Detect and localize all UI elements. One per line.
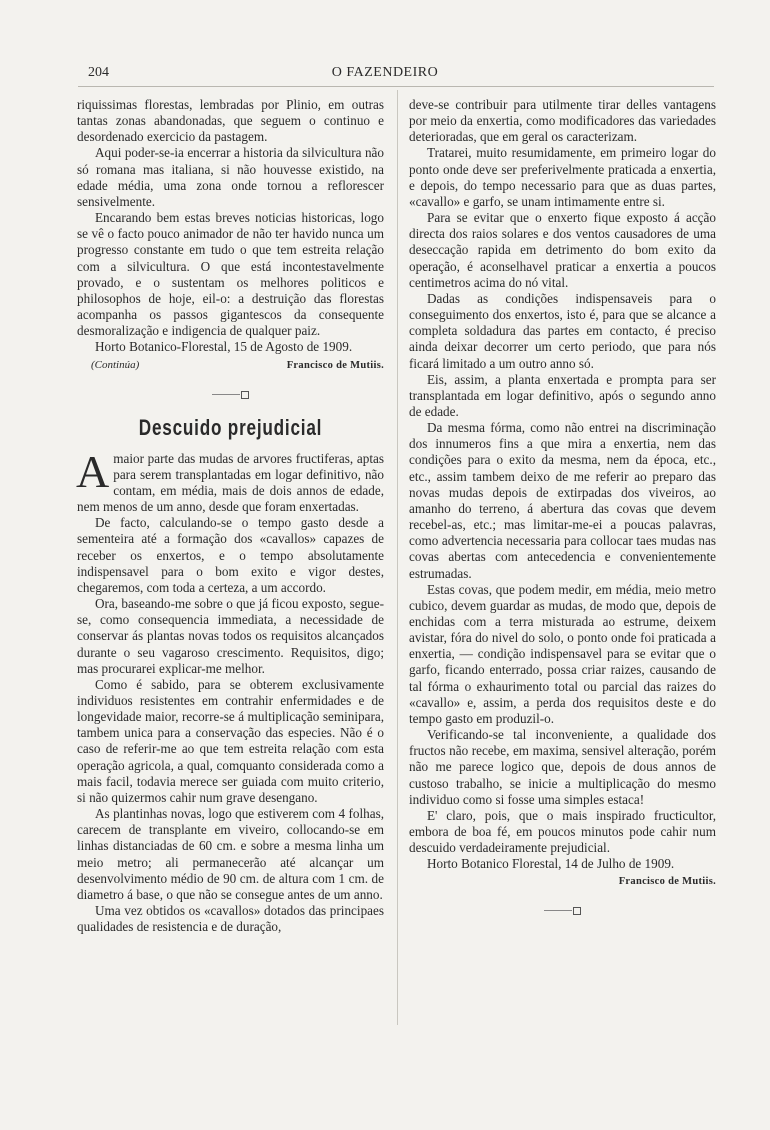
- closing-row: [77, 357, 384, 374]
- section-ornament: [409, 907, 716, 915]
- paragraph: Encarando bem estas breves noticias historicas, logo se vê o facto pouco animador de não ter havido nunca um progresso constante em tudo o que tem estreita relação com a silvicultura. O que está incontestavelmente provado, e o sustentam os melhores politicos e philosophos de hoje, eil-o: a destruição das florestas acompanha os passos gigantescos da consequente desmoralização e indigencia de qualquer paiz.: [77, 210, 384, 339]
- paragraph: Ora, baseando-me sobre o que já ficou exposto, segue-se, como consequencia immediata, a necessidade de conservar ás plantas novas todos os requisitos alcançados durante o seu vagaroso crescimento. Requisitos, digo; mas procurarei explicar-me melhor.: [77, 596, 384, 676]
- paragraph: Eis, assim, a planta enxertada e prompta para ser transplantada em logar definitivo, após o segundo anno de edade.: [409, 371, 716, 419]
- paragraph: Estas covas, que podem medir, em média, meio metro cubico, devem guardar as mudas, de modo que, depois de enchidas com a terra misturada ao estrume, deixem avistar, fóra do nivel do solo, o ponto onde foi praticada a enxertia, — condição indispensavel para se evitar que o garfo, ficando enterrado, possa criar raizes, causando de tal fórma o exhaurimento total ou parcial das raizes do «cavallo» e, assim, a perda dos requisitos deste e do tempo gasto em produzil-o.: [409, 581, 716, 726]
- paragraph: E' claro, pois, que o mais inspirado fructicultor, embora de boa fé, em poucos minutos pode cahir num descuido verdadeiramente prejudicial.: [409, 807, 716, 856]
- ornament-line: [544, 910, 572, 911]
- paragraph: deve-se contribuir para utilmente tirar delles vantagens por meio da enxertia, como modificadores das variedades deterioradas, que em geral os caracterizam.: [409, 97, 716, 145]
- article-title: Descuido prejudicial: [138, 414, 323, 440]
- right-column: [409, 97, 716, 931]
- dateline: Horto Botanico-Florestal, 15 de Agosto de 1909.: [95, 339, 353, 355]
- paragraph: Tratarei, muito resumidamente, em primeiro logar do ponto onde deve ser preferivelmente praticada a enxertia, e depois, do tempo necessario para que as duas partes, «cavallo» e garfo, se unam intimamente entre si.: [409, 145, 716, 209]
- drop-cap: A: [76, 445, 110, 497]
- header-rule: [78, 86, 714, 87]
- paragraph: Como é sabido, para se obterem exclusivamente individuos resistentes em contrahir enfermidades e de longevidade maior, recorre-se á multiplicação seminipara, tambem unica para a conservação das especies. Não é o caso de referir-me ao que tem estreita relação com esta operação agricola, a qual, comquanto considerada como a mais facil, todavia merece ser guiada com muito criterio, si não quizermos cahir num grave desengano.: [77, 676, 384, 805]
- left-column: [77, 97, 384, 935]
- paragraph: Verificando-se tal inconveniente, a qualidade dos fructos não recebe, em maxima, sensivel alteração, porém não me parece logico que, depois de dous annos de custoso trabalho, se inicie a multiplicação do mesmo individuo como si fosse uma simples estaca!: [409, 727, 716, 807]
- column-divider: [397, 90, 398, 1025]
- running-title: O FAZENDEIRO: [331, 65, 439, 80]
- ornament-square-icon: [241, 391, 249, 399]
- paragraph: Para se evitar que o enxerto fique exposto á acção directa dos raios solares e dos ventos causadores de uma deseccação rapida em detrimento do bom exito da operação, é aconselhavel praticar a enxertia a poucos centimetros acima do nó vital.: [409, 210, 716, 290]
- ornament-square-icon: [573, 907, 581, 915]
- opening-paragraph: [76, 445, 384, 516]
- author-signature: Francisco de Mutiis.: [618, 875, 716, 887]
- page-number: 204: [88, 65, 109, 80]
- continua-note: (Continúa): [91, 358, 140, 371]
- dateline: Horto Botanico Florestal, 14 de Julho de 1909.: [427, 856, 675, 872]
- paragraph: As plantinhas novas, logo que estiverem com 4 folhas, carecem de transplante em viveiro, collocando-se em linhas distanciadas de 60 cm. e sobre a mesma linha um meio metro; ali permanecerão até alcançar um desenvolvimento médio de 90 cm. de altura com 1 cm. de diametro á base, o que não se consegue antes de um anno.: [77, 806, 384, 902]
- section-ornament: [77, 391, 384, 399]
- paragraph: riquissimas florestas, lembradas por Plinio, em outras tantas zonas abandonadas, que seguem o continuo e desordenado exercicio da pastagem.: [77, 97, 384, 145]
- paragraph: De facto, calculando-se o tempo gasto desde a sementeira até a formação dos «cavallos» capazes de receber os enxertos, e o tempo absolutamente indispensavel para o bom exito e vigor destes, chegaremos, com toda a certeza, a um accordo.: [77, 515, 384, 595]
- paragraph: Da mesma fórma, como não entrei na discriminação dos innumeros fins a que mira a enxertia, nem das condições para o exito da mesma, nem da época, etc., etc., assim tambem deixo de me referir ao preparo das novas mudas depois de extirpadas dos viveiros, ao amanho do terreno, á abertura das covas que devem recebel-as, etc.; mas limitar-me-ei a poucas palavras, como advertencia necessaria para collocar taes mudas nas covas abertas com antecedencia e convenientemente estrumadas.: [409, 420, 716, 581]
- ornament-line: [212, 394, 240, 395]
- paragraph: Aqui poder-se-ia encerrar a historia da silvicultura não só romana mas italiana, si não houvesse existido, na edade média, uma zona onde tornou a reflorescer sensivelmente.: [77, 145, 384, 209]
- opening-text: maior parte das mudas de arvores fructiferas, aptas para serem transplantadas em logar definitivo, não contam, em média, mais de dois annos de edade, nem menos de um anno, desde que foram enxertadas.: [77, 450, 384, 515]
- paragraph: Uma vez obtidos os «cavallos» dotados das principaes qualidades de resistencia e de duração,: [77, 903, 384, 935]
- paragraph: Dadas as condições indispensaveis para o conseguimento dos enxertos, isto é, para que se alcance a completa soldadura das partes em contacto, é preciso ainda deixar decorrer um certo periodo, que para nós ficará limitado a um outro anno só.: [409, 290, 716, 371]
- author-signature: Francisco de Mutiis.: [286, 359, 384, 371]
